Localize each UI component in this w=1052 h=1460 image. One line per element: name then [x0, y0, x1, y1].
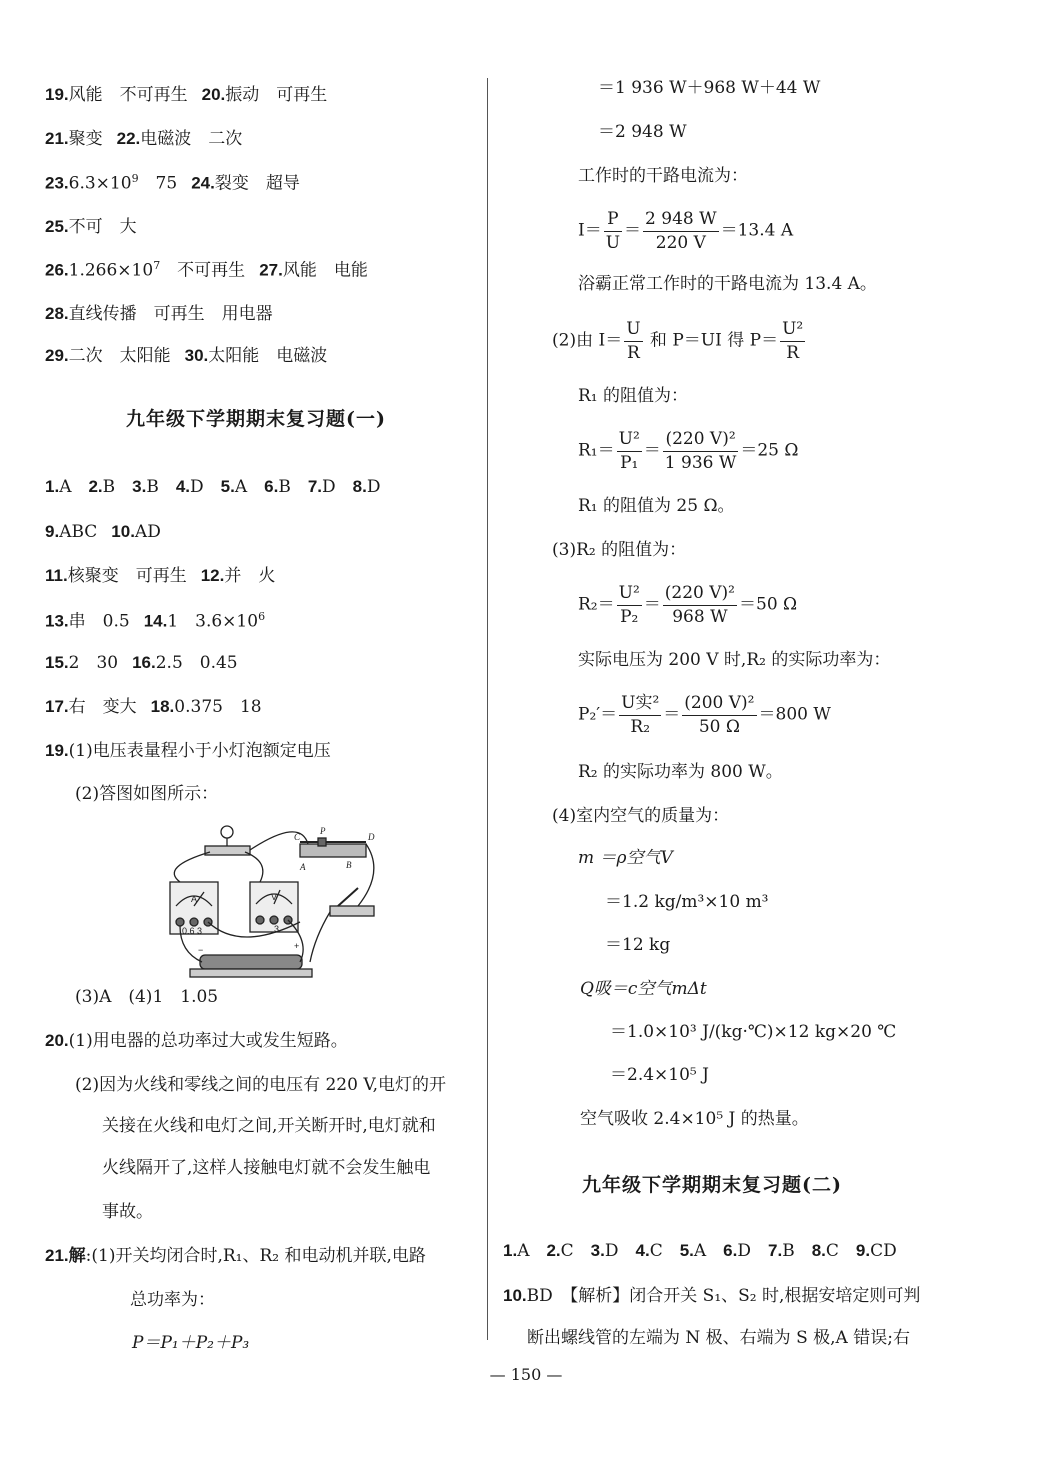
svg-text:B: B	[346, 860, 352, 870]
answer-line-20-2c: 火线隔开了,这样人接触电灯就不会发生触电	[102, 1158, 431, 1178]
mc-answers-1: 1.A 2.B 3.B 4.D 5.A 6.B 7.D 8.D	[45, 477, 381, 497]
answer-line-10-2: 10.BD 【解析】闭合开关 S₁、S₂ 时,根据安培定则可判	[503, 1286, 921, 1306]
calc-line-9: R₁ 的阻值为 25 Ω。	[578, 496, 735, 516]
answer-line-20-2d: 事故。	[102, 1202, 153, 1222]
column-divider	[487, 78, 488, 1340]
answer-line-20: 20.(1)用电器的总功率过大或发生短路。	[45, 1031, 348, 1051]
calc-line-10: (3)R₂ 的阻值为：	[552, 540, 687, 560]
answer-line-21-22: 21.聚变 22.电磁波 二次	[45, 129, 243, 149]
mc-answers-2: 1.A 2.C 3.D 4.C 5.A 6.D 7.B 8.C 9.CD	[503, 1241, 897, 1261]
answer-line-21-c: P＝P₁＋P₂＋P₃	[132, 1333, 250, 1353]
svg-text:D: D	[368, 832, 375, 842]
svg-text:3: 3	[197, 926, 203, 936]
answer-line-19-2: (2)答图如图所示：	[75, 784, 219, 804]
svg-text:V: V	[271, 892, 278, 902]
calc-line-20: ＝1.0×10³ J/(kg·℃)×12 kg×20 ℃	[610, 1022, 897, 1042]
answer-line-10-2b: 断出螺线管的左端为 N 极、右端为 S 极,A 错误;右	[527, 1328, 910, 1348]
svg-text:A: A	[191, 894, 198, 904]
circuit-diagram	[150, 822, 390, 987]
answer-line-21: 21.解:(1)开关均闭合时,R₁、R₂ 和电动机并联,电路	[45, 1246, 426, 1266]
svg-text:0.6: 0.6	[182, 926, 195, 936]
calc-line-17: ＝1.2 kg/m³×10 m³	[605, 892, 769, 912]
formula-power: (2)由 I＝ $\frac{U}{R}$ 和 P＝UI 得 P＝ $\frac{\text{U²}}{R}$	[552, 319, 804, 363]
answer-line-19-20: 19.风能 不可再生 20.振动 可再生	[45, 85, 328, 105]
answer-line-11-12: 11.核聚变 可再生 12.并 火	[45, 566, 276, 586]
answer-line-23-24: $23.6.3\times 10^9$ 75 24.裂变 超导	[45, 172, 300, 194]
calc-line-14: R₂ 的实际功率为 800 W。	[578, 762, 783, 782]
svg-text:C: C	[294, 832, 301, 842]
formula-r1: R₁＝ $\frac{\text{U²}}{\text{P₁}}$ ＝ $\frac{\text{(220 V)²}}{1 936 W}$ ＝25 Ω	[578, 429, 799, 473]
calc-line-5: 浴霸正常工作时的干路电流为 13.4 A。	[578, 274, 877, 294]
answer-line-25: 25.不可 大	[45, 217, 137, 237]
svg-text:+: +	[294, 941, 300, 951]
formula-p2: P₂′＝ $\frac{\text{U实²}}{\text{R₂}}$ ＝ $\frac{\text{(200 V)²}}{50 \Omega}$ ＝800 W	[578, 693, 831, 737]
answer-line-29-30: 29.二次 太阳能 30.太阳能 电磁波	[45, 346, 328, 366]
answer-line-19: 19.(1)电压表量程小于小灯泡额定电压	[45, 741, 331, 761]
svg-text:P: P	[320, 826, 326, 836]
calc-line-12: 实际电压为 200 V 时,R₂ 的实际功率为：	[578, 650, 891, 670]
svg-text:−: −	[198, 945, 204, 955]
calc-line-2: ＝2 948 W	[598, 122, 687, 142]
svg-text:A: A	[300, 862, 306, 872]
section-heading-2: 九年级下学期期末复习题(二)	[582, 1174, 842, 1196]
answer-line-26-27: $26.1.266\times 10^7$ 不可再生 27.风能 电能	[45, 259, 368, 281]
calc-line-1: ＝1 936 W＋968 W＋44 W	[598, 78, 821, 98]
formula-r2: R₂＝ $\frac{\text{U²}}{\text{P₂}}$ ＝ $\frac{\text{(220 V)²}}{968 W}$ ＝50 Ω	[578, 583, 798, 627]
answer-line-17-18: 17.右 变大 18.0.375 18	[45, 697, 262, 717]
calc-line-19: Q吸＝c空气mΔt	[580, 979, 707, 999]
answer-line-9-10: 9.ABC 10.AD	[45, 522, 161, 542]
calc-line-18: ＝12 kg	[605, 935, 671, 955]
calc-line-7: R₁ 的阻值为：	[578, 386, 689, 406]
answer-line-20-2b: 关接在火线和电灯之间,开关断开时,电灯就和	[102, 1116, 436, 1136]
section-heading-1: 九年级下学期期末复习题(一)	[126, 408, 386, 430]
page-number: — 150 —	[489, 1365, 563, 1384]
calc-line-22: 空气吸收 2.4×10⁵ J 的热量。	[580, 1109, 809, 1129]
calc-line-16: m ＝ρ空气V	[578, 848, 673, 868]
answer-line-15-16: 15.2 30 16.2.5 0.45	[45, 653, 238, 673]
svg-text:3: 3	[274, 924, 280, 934]
formula-current: I＝ $\frac{P}{U}$ ＝ $\frac{2 948 W}{220 V}$ ＝13.4 A	[578, 209, 794, 253]
answer-line-13-14: 13.串 0.5 14.1 $3.6\times 10^6$	[45, 610, 266, 632]
calc-line-15: (4)室内空气的质量为：	[552, 806, 730, 826]
answer-line-28: 28.直线传播 可再生 用电器	[45, 304, 273, 324]
answer-line-20-2a: (2)因为火线和零线之间的电压有 220 V,电灯的开	[75, 1075, 447, 1095]
answer-line-21-b: 总功率为：	[130, 1290, 215, 1310]
answer-line-19-3: (3)A (4)1 1.05	[75, 987, 219, 1007]
calc-line-21: ＝2.4×10⁵ J	[610, 1065, 709, 1085]
calc-line-3: 工作时的干路电流为：	[578, 166, 748, 186]
